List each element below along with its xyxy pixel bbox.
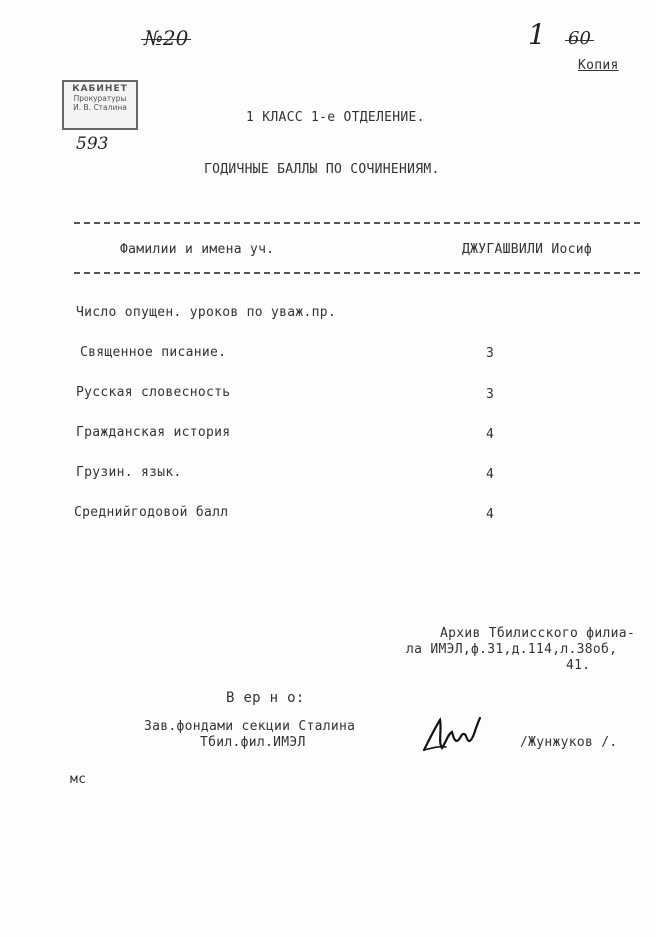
archive-ref-line2: ла ИМЭЛ,ф.31,д.114,л.38об,: [406, 642, 618, 657]
row-label: Грузин. язык.: [76, 465, 182, 480]
typist-initials: мс: [70, 772, 87, 787]
hand-number-left: [144, 26, 188, 50]
row-grade: 4: [486, 427, 495, 442]
row-grade: 4: [486, 507, 495, 522]
row-label: Гражданская история: [76, 425, 231, 440]
hand-number-right: 1: [528, 18, 546, 51]
stamp-line2: Прокуратуры: [73, 94, 127, 103]
kopiya-text: Копия: [578, 58, 619, 73]
kopiya-label: [578, 58, 619, 73]
position-line1: Зав.фондами секции Сталина: [144, 719, 356, 734]
row-label: Русская словесность: [76, 385, 231, 400]
header-student-name: ДЖУГАШВИЛИ Иосиф: [462, 242, 593, 257]
row-grade: 4: [486, 467, 495, 482]
row-label: Среднийгодовой балл: [74, 505, 229, 520]
hand-number-left-text: №20: [144, 26, 189, 50]
row-label: Священное писание.: [80, 345, 227, 360]
row-grade: 3: [486, 387, 495, 402]
row-grade: 3: [486, 346, 495, 361]
title-grades-line: ГОДИЧНЫЕ БАЛЛЫ ПО СОЧИНЕНИЯМ.: [204, 162, 440, 177]
archive-ref-line1: Архив Тбилисского филиа-: [440, 626, 636, 641]
stamp-line1: КАБИНЕТ: [72, 84, 128, 94]
row-label: Число опущен. уроков по уваж.пр.: [76, 305, 337, 320]
handwritten-signature: [418, 712, 490, 756]
bottom-dashed-rule: [74, 272, 640, 274]
position-line2: Тбил.фил.ИМЭЛ: [200, 735, 306, 750]
top-dashed-rule: [74, 222, 640, 224]
signer-name: /Жунжуков /.: [520, 735, 618, 750]
header-names-label: Фамилии и имена уч.: [120, 242, 275, 257]
crossed-number-text: 60: [568, 28, 591, 49]
archive-number: 593: [76, 134, 109, 154]
title-class-line: 1 КЛАСС 1-е ОТДЕЛЕНИЕ.: [246, 110, 425, 125]
crossed-number: [568, 28, 591, 49]
kabinet-stamp: [62, 80, 138, 130]
verno-label: В ер н о:: [226, 690, 305, 706]
archive-ref-line3: 41.: [566, 658, 591, 673]
stamp-line3: И. В. Сталина: [73, 103, 127, 112]
